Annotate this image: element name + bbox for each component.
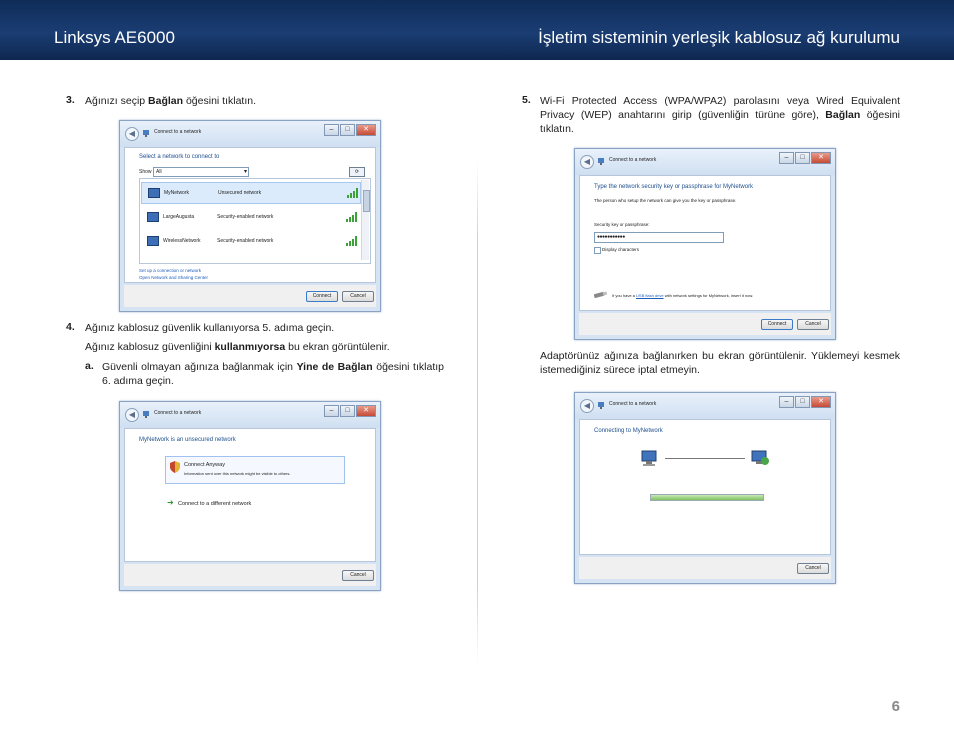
step-4a-text: Güvenli olmayan ağınıza bağlanmak için Yine de Bağlan öğesini tıklatıp 6. adıma geçin. xyxy=(102,361,444,387)
cancel-button[interactable]: Cancel xyxy=(797,319,829,330)
dialog-footer xyxy=(579,557,831,579)
close-icon[interactable]: ✕ xyxy=(811,152,831,164)
checkbox-box xyxy=(594,247,601,254)
network-icon xyxy=(142,410,150,418)
page-number: 6 xyxy=(891,698,900,715)
step-4a-letter: a. xyxy=(85,360,94,372)
signal-strength-icon xyxy=(346,212,358,222)
column-divider xyxy=(477,160,478,665)
show-label: Show xyxy=(139,169,152,175)
refresh-button[interactable]: ⟳ xyxy=(349,167,365,177)
minimize-icon[interactable]: – xyxy=(779,152,794,164)
maximize-icon[interactable]: □ xyxy=(795,396,810,408)
title-bar xyxy=(575,393,835,419)
title-bar xyxy=(575,149,835,175)
dialog-subtext: The person who setup the network can give you the key or passphrase. xyxy=(594,198,737,203)
title-bar xyxy=(120,402,380,428)
back-arrow-icon[interactable]: ◀ xyxy=(580,155,594,169)
dialog-connecting xyxy=(574,392,836,584)
dialog-heading: Connecting to MyNetwork xyxy=(594,428,663,434)
back-arrow-icon[interactable]: ◀ xyxy=(125,408,139,422)
signal-strength-icon xyxy=(347,188,359,198)
step-4-line1: Ağınız kablosuz güvenlik kullanıyorsa 5. adıma geçin. xyxy=(85,322,335,334)
list-scrollbar[interactable] xyxy=(361,180,369,260)
back-arrow-icon[interactable]: ◀ xyxy=(580,399,594,413)
connection-line xyxy=(665,458,745,459)
dialog-unsecured-network xyxy=(119,401,381,591)
dialog-heading: Select a network to connect to xyxy=(139,154,220,160)
connect-button[interactable]: Connect xyxy=(306,291,338,302)
dialog-select-network xyxy=(119,120,381,312)
minimize-icon[interactable]: – xyxy=(324,405,339,417)
step-5-number: 5. xyxy=(522,94,531,106)
section-title: İşletim sisteminin yerleşik kablosuz ağ kurulumu xyxy=(538,28,900,47)
signal-strength-icon xyxy=(346,236,358,246)
network-status: Unsecured network xyxy=(218,190,262,196)
connect-anyway-desc: Information sent over this network might be visible to others. xyxy=(184,471,291,476)
close-icon[interactable]: ✕ xyxy=(811,396,831,408)
network-name: MyNetwork xyxy=(164,190,190,196)
cancel-button[interactable]: Cancel xyxy=(342,570,374,581)
network-icon xyxy=(597,157,605,165)
maximize-icon[interactable]: □ xyxy=(340,405,355,417)
network-status: Security-enabled network xyxy=(217,214,274,220)
usb-drive-icon xyxy=(594,291,608,298)
close-icon[interactable]: ✕ xyxy=(356,405,376,417)
display-characters-checkbox[interactable] xyxy=(594,246,674,254)
header-bar xyxy=(0,0,954,60)
dialog-heading: MyNetwork is an unsecured network xyxy=(139,437,236,443)
scrollbar-thumb[interactable] xyxy=(363,190,370,212)
dialog-footer xyxy=(579,313,831,335)
dialog-body xyxy=(579,419,831,555)
dialog-body xyxy=(579,175,831,311)
back-arrow-icon[interactable]: ◀ xyxy=(125,127,139,141)
different-network-label: Connect to a different network xyxy=(178,501,252,507)
list-item[interactable] xyxy=(141,231,359,251)
network-name: WirelessNetwork xyxy=(163,238,201,244)
arrow-icon: ➜ xyxy=(167,498,174,507)
progress-bar xyxy=(650,494,764,501)
network-status: Security-enabled network xyxy=(217,238,274,244)
dialog-title: Connect to a network xyxy=(609,157,657,163)
dialog-title: Connect to a network xyxy=(609,401,657,407)
progress-fill xyxy=(651,495,763,500)
cancel-button[interactable]: Cancel xyxy=(342,291,374,302)
cancel-button[interactable]: Cancel xyxy=(797,563,829,574)
step-4-line2: Ağınız kablosuz güvenliğini kullanmıyorsa bu ekran görüntülenir. xyxy=(85,341,390,353)
connect-button[interactable]: Connect xyxy=(761,319,793,330)
window-controls xyxy=(778,396,831,407)
network-center-link[interactable]: Open Network and Sharing Center xyxy=(139,275,209,280)
dialog-security-key xyxy=(574,148,836,340)
security-key-value: ●●●●●●●●●●● xyxy=(597,234,625,240)
dialog-body xyxy=(124,428,376,562)
computer-icon xyxy=(640,450,660,466)
checkbox-label: Display characters xyxy=(602,247,640,252)
step-5-text: Wi-Fi Protected Access (WPA/WPA2) parolasını veya Wired Equivalent Privacy (WEP) anahtarını girip (güvenliğin türüne göre), Bağlan öğesini tıklatın. xyxy=(540,95,900,135)
dialog-heading: Type the network security key or passphrase for MyNetwork xyxy=(594,184,754,190)
dialog-footer xyxy=(124,285,376,307)
security-key-label: Security key or passphrase: xyxy=(594,222,650,227)
setup-connection-link[interactable]: Set up a connection or network xyxy=(139,268,202,273)
connecting-note: Adaptörünüz ağınıza bağlanırken bu ekran görüntülenir. Yüklemeyi kesmek istemediğiniz sürece iptal etmeyin. xyxy=(540,350,900,376)
usb-instruction: If you have a USB flash drive with network settings for MyNetwork, insert it now. xyxy=(612,293,754,298)
show-select-value: All xyxy=(156,169,162,175)
network-computer-icon xyxy=(147,212,159,222)
dialog-title: Connect to a network xyxy=(154,410,202,416)
dialog-body xyxy=(124,147,376,283)
window-controls xyxy=(323,405,376,416)
window-controls xyxy=(778,152,831,163)
connect-anyway-option[interactable] xyxy=(165,456,345,484)
title-bar xyxy=(120,121,380,147)
show-select[interactable] xyxy=(153,167,249,177)
minimize-icon[interactable]: – xyxy=(779,396,794,408)
maximize-icon[interactable]: □ xyxy=(340,124,355,136)
dialog-title: Connect to a network xyxy=(154,129,202,135)
close-icon[interactable]: ✕ xyxy=(356,124,376,136)
list-item[interactable] xyxy=(141,182,361,204)
list-item[interactable] xyxy=(141,207,359,227)
network-name: LargeAugusta xyxy=(163,214,195,220)
chevron-down-icon: ▾ xyxy=(243,169,247,175)
product-title: Linksys AE6000 xyxy=(54,28,175,47)
network-computer-icon xyxy=(147,236,159,246)
step-3-text: Ağınızı seçip Bağlan öğesini tıklatın. xyxy=(85,95,257,107)
usb-flash-drive-link[interactable]: USB flash drive xyxy=(636,293,664,298)
connect-anyway-title: Connect Anyway xyxy=(184,462,225,468)
step-4-number: 4. xyxy=(66,321,75,333)
step-3-number: 3. xyxy=(66,94,75,106)
network-computer-icon xyxy=(148,188,160,198)
network-icon xyxy=(597,401,605,409)
network-globe-icon xyxy=(750,450,770,466)
shield-icon xyxy=(170,461,180,473)
security-key-field[interactable] xyxy=(594,232,724,243)
dialog-footer xyxy=(124,564,376,586)
minimize-icon[interactable]: – xyxy=(324,124,339,136)
different-network-option[interactable] xyxy=(165,499,295,509)
maximize-icon[interactable]: □ xyxy=(795,152,810,164)
network-list xyxy=(139,178,371,264)
window-controls xyxy=(323,124,376,135)
network-icon xyxy=(142,129,150,137)
